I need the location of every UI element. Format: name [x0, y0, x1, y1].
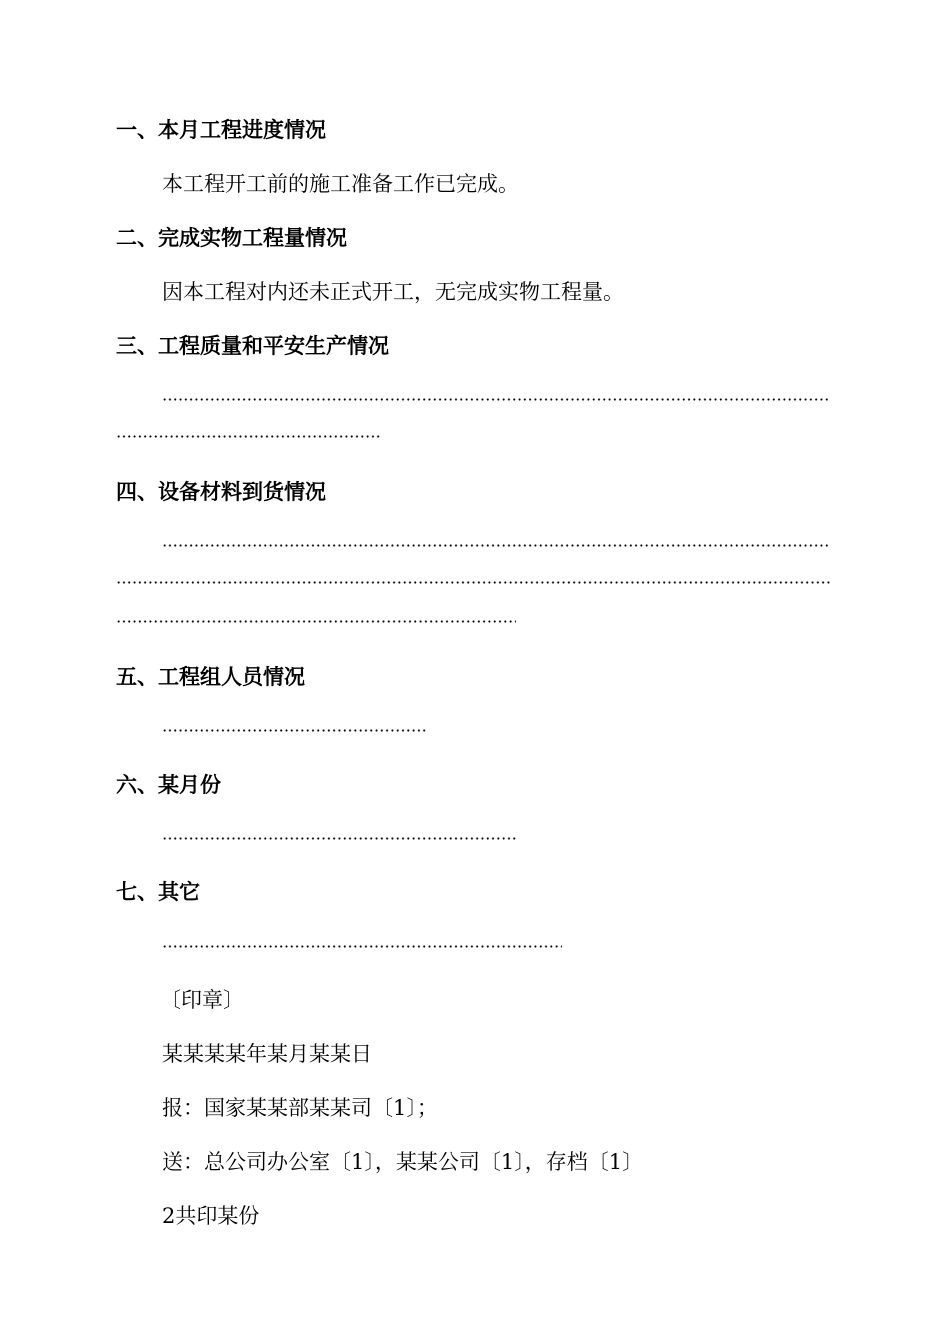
section-7-dotted-line — [162, 945, 562, 948]
section-3-dotted-line-1 — [162, 398, 830, 401]
report-date: 某某某某年某月某某日 — [162, 1042, 372, 1066]
section-5-heading: 五、工程组人员情况 — [116, 665, 305, 689]
seal-label: 〔印章〕 — [160, 988, 244, 1012]
section-5-dotted-line — [162, 729, 428, 732]
section-4-dotted-line-3 — [116, 620, 516, 623]
section-4-dotted-line-1 — [162, 544, 830, 547]
section-1-heading: 一、本月工程进度情况 — [116, 118, 326, 142]
section-4-dotted-line-2 — [116, 581, 830, 584]
section-4-heading: 四、设备材料到货情况 — [116, 480, 326, 504]
report-to-line: 报：国家某某部某某司〔1〕； — [162, 1096, 438, 1120]
section-2-heading: 二、完成实物工程量情况 — [116, 226, 347, 250]
section-3-dotted-line-2 — [116, 435, 382, 438]
section-6-heading: 六、某月份 — [116, 773, 221, 797]
section-6-dotted-line — [162, 837, 517, 840]
section-3-heading: 三、工程质量和平安生产情况 — [116, 334, 389, 358]
section-7-heading: 七、其它 — [116, 880, 200, 904]
copies-line: 2共印某份 — [162, 1204, 260, 1228]
section-2-body: 因本工程对内还未正式开工，无完成实物工程量。 — [162, 280, 624, 304]
copy-to-line: 送：总公司办公室〔1〕，某某公司〔1〕，存档〔1〕 — [162, 1150, 644, 1174]
section-1-body: 本工程开工前的施工准备工作已完成。 — [162, 172, 519, 196]
